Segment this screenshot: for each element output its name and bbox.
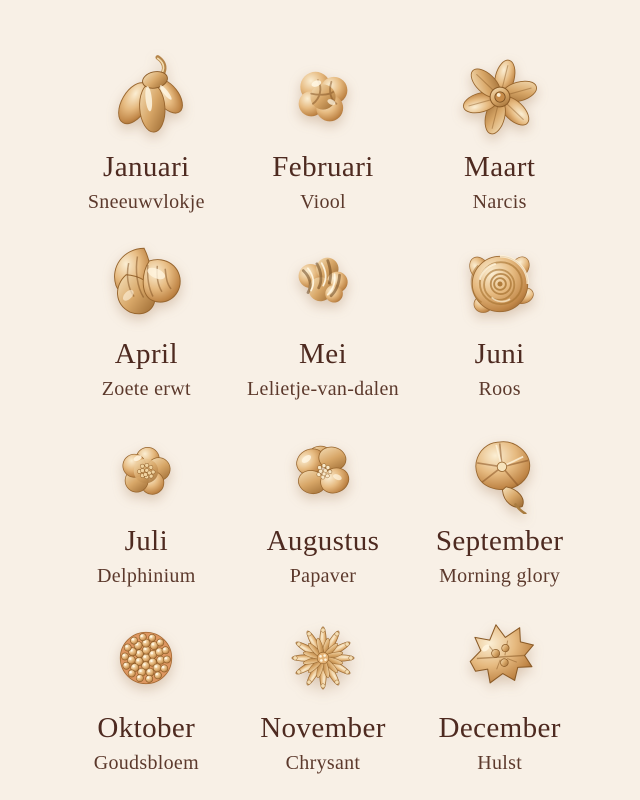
sweet-pea-charm-icon — [99, 233, 193, 335]
violet-charm-icon — [281, 46, 365, 148]
month-cell-september — [436, 420, 564, 587]
delphinium-charm-icon — [110, 420, 182, 522]
holly-charm-icon — [456, 607, 544, 709]
month-cell-juli — [97, 420, 196, 587]
flower-name: Narcis — [472, 191, 527, 214]
month-cell-mei — [247, 233, 399, 400]
marigold-charm-icon — [107, 607, 185, 709]
month-cell-juni — [458, 233, 542, 400]
month-cell-oktober — [94, 607, 199, 774]
flower-name: Viool — [300, 191, 346, 214]
flower-name: Zoete erwt — [101, 378, 191, 401]
flower-name: Morning glory — [439, 565, 561, 588]
month-name: Juli — [124, 525, 169, 557]
poppy-charm-icon — [285, 420, 361, 522]
month-name: Mei — [299, 338, 347, 370]
month-name: December — [438, 712, 561, 744]
month-name: Oktober — [97, 712, 196, 744]
month-cell-februari — [272, 46, 373, 213]
flower-name: Chrysant — [285, 752, 361, 775]
snowdrop-charm-icon — [101, 46, 191, 148]
month-name: Juni — [474, 338, 525, 370]
month-cell-augustus — [267, 420, 380, 587]
month-cell-november — [260, 607, 386, 774]
chrysanthemum-charm-icon — [282, 607, 364, 709]
flower-name: Lelietje-van-dalen — [247, 378, 399, 401]
flower-name: Goudsbloem — [93, 752, 199, 775]
month-cell-maart — [457, 46, 543, 213]
morning-glory-charm-icon — [457, 420, 543, 522]
month-name: Februari — [272, 151, 374, 183]
month-cell-december — [438, 607, 560, 774]
month-name: Augustus — [266, 525, 380, 557]
month-name: April — [114, 338, 178, 370]
lily-of-the-valley-charm-icon — [283, 233, 363, 335]
flower-name: Roos — [478, 378, 521, 401]
month-name: November — [260, 712, 386, 744]
flower-name: Hulst — [477, 752, 523, 775]
flower-name: Sneeuwvlokje — [87, 191, 205, 214]
rose-charm-icon — [458, 233, 542, 335]
month-name: Januari — [103, 151, 190, 183]
flower-name: Papaver — [289, 565, 357, 588]
daffodil-charm-icon — [457, 46, 543, 148]
month-cell-april — [99, 233, 193, 400]
flower-name: Delphinium — [97, 565, 196, 588]
month-cell-januari — [88, 46, 205, 213]
month-name: Maart — [464, 151, 536, 183]
month-name: September — [435, 525, 564, 557]
